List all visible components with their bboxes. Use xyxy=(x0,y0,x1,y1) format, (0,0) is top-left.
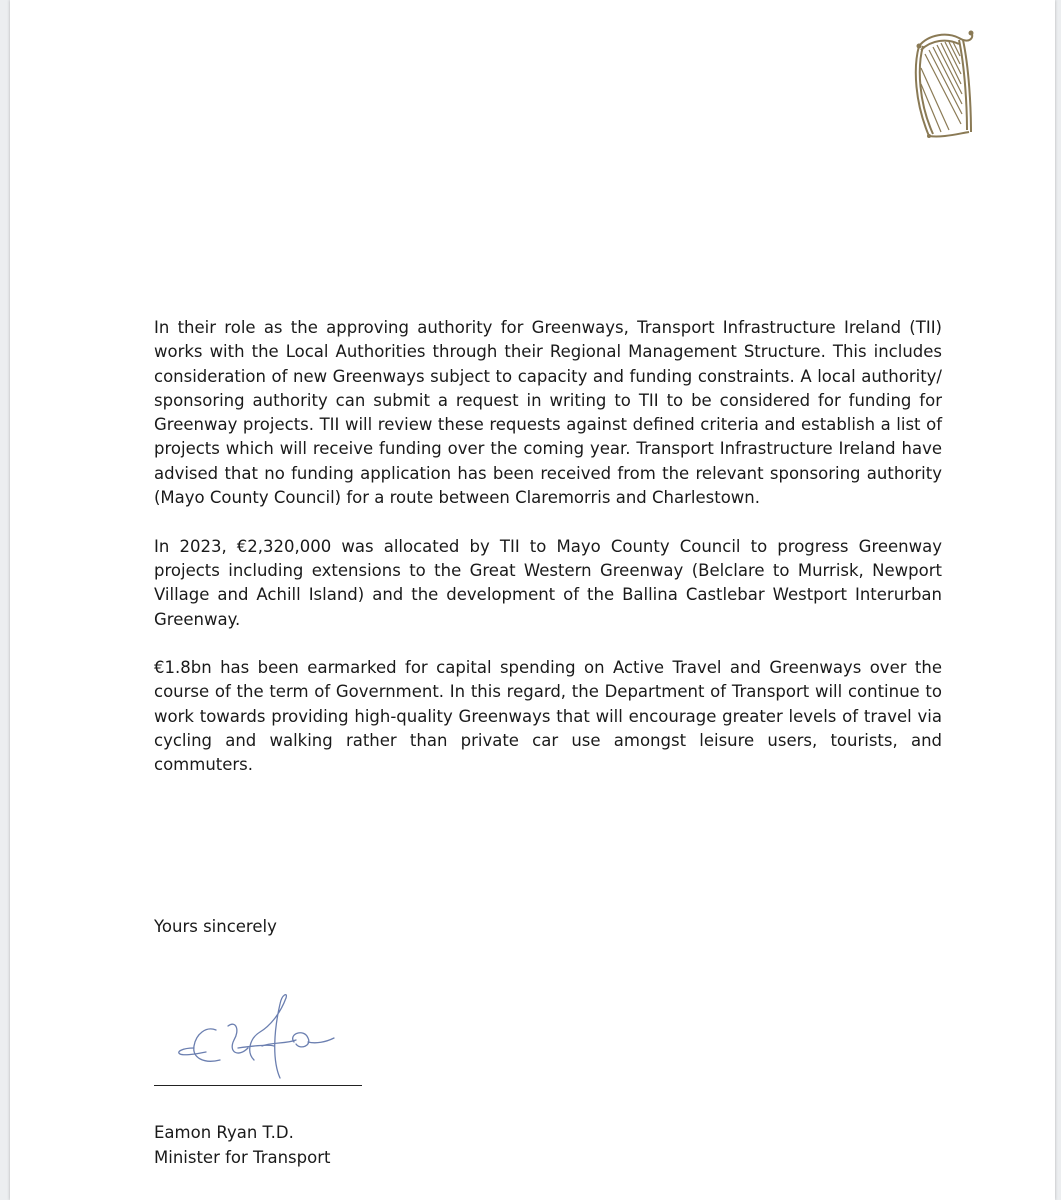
letter-body xyxy=(154,316,942,802)
signatory-block xyxy=(154,1121,330,1170)
harp-icon xyxy=(905,28,979,144)
letter-page xyxy=(10,0,1055,1200)
paragraph-2023-allocation: In 2023, €2,320,000 was allocated by TII to Mayo County Council to progress Greenway projects including extensions to the Great Western Greenway (Belclare to Murrisk, Newport Village and Achill Island) and the development of the Ballina Castlebar Westport Interurban Greenway. xyxy=(154,536,942,629)
paragraph-approving-authority: In their role as the approving authority for Greenways, Transport Infrastructure Ireland (TII) works with the Local Authorities through their Regional Management Structure. This includes consideration of new Greenways subject to capacity and funding constraints. A local authority/ sponsoring authority can submit a request in writing to TII to be considered for funding for Greenway projects. TII will review these requests against defined criteria and establish a list of projects which will receive funding over the coming year. Transport Infrastructure Ireland have advised that no funding application has been received from the relevant sponsoring authority (Mayo County Council) for a route between Claremorris and Charlestown. xyxy=(154,318,942,508)
signature-line xyxy=(154,1085,362,1086)
closing-salutation: Yours sincerely xyxy=(154,917,277,936)
paragraph-capital-spending: €1.8bn has been earmarked for capital spending on Active Travel and Greenways over the course of the term of Government. In this regard, the Department of Transport will continue to work towards providing high-quality Greenways that will encourage greater levels of travel via cycling and walking rather than private car use amongst leisure users, tourists, and commuters. xyxy=(154,658,942,775)
handwritten-signature xyxy=(176,990,336,1082)
signatory-name: Eamon Ryan T.D. xyxy=(154,1123,294,1142)
signatory-title: Minister for Transport xyxy=(154,1147,331,1167)
